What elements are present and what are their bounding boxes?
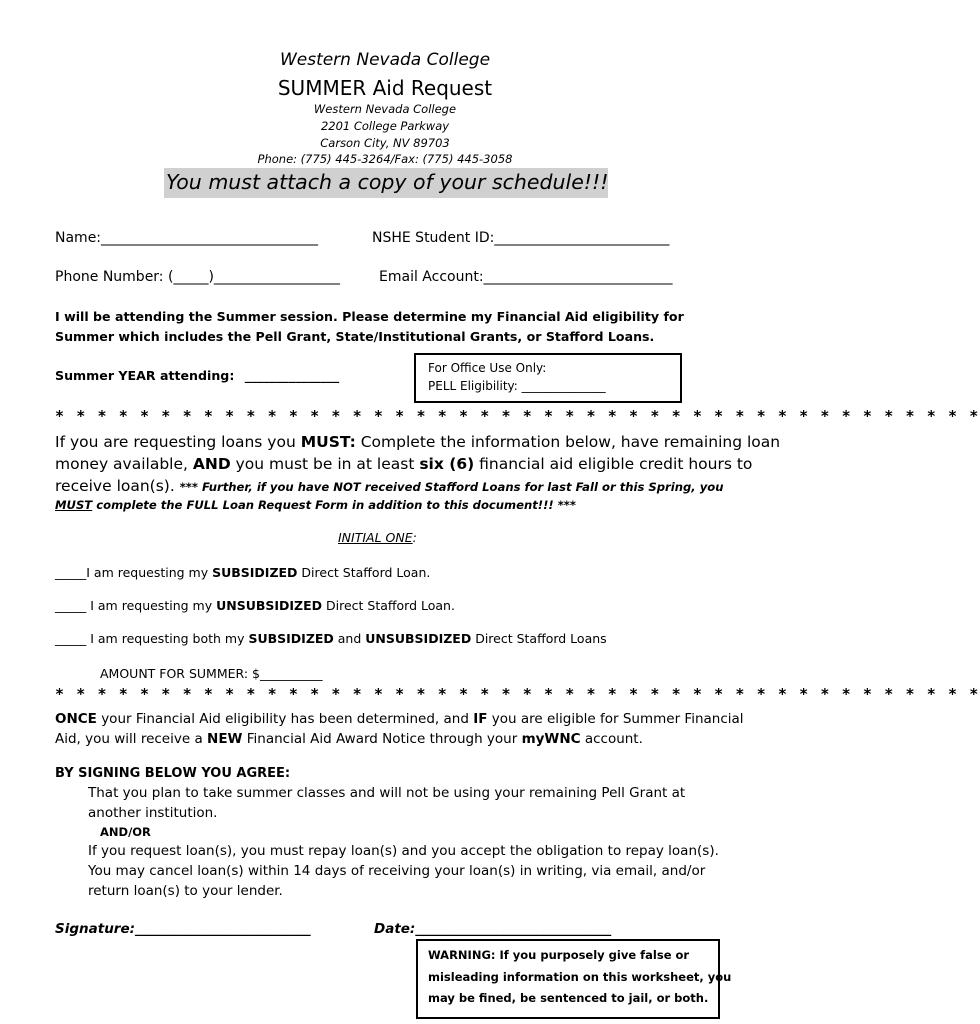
email-field[interactable]: ___________________________ — [483, 269, 673, 285]
option-text: Direct Stafford Loans — [471, 631, 607, 646]
date-field[interactable]: _____________________________ — [415, 921, 612, 937]
loan-requirement-line-3 — [55, 477, 724, 495]
amount-label: AMOUNT FOR SUMMER: $ — [100, 666, 260, 681]
award-if: IF — [473, 711, 488, 727]
address-name: Western Nevada College — [313, 102, 457, 116]
award-text: your Financial Aid eligibility has been determined, and — [96, 711, 474, 727]
email-row — [379, 269, 673, 285]
note-must: MUST — [55, 498, 93, 512]
option-text: I am requesting my — [86, 565, 213, 580]
stafford-note-2: complete the FULL Loan Request Form in addition to this document!!! *** — [92, 498, 576, 512]
phone-area-field[interactable]: _____ — [173, 269, 209, 285]
summer-year-row — [55, 368, 339, 383]
loan-text: financial aid eligible credit hours to — [474, 455, 753, 473]
email-label: Email Account: — [379, 269, 484, 285]
name-field[interactable]: _______________________________ — [101, 230, 319, 246]
student-id-field[interactable]: _________________________ — [494, 230, 670, 246]
loan-text: receive loan(s). — [55, 477, 180, 495]
form-title: SUMMER Aid Request — [277, 76, 493, 100]
agree-line-5: return loan(s) to your lender. — [88, 883, 283, 899]
eligibility-line-2: Summer which includes the Pell Grant, State/Institutional Grants, or Stafford Loans. — [55, 329, 655, 344]
option-bold: UNSUBSIDIZED — [216, 598, 323, 613]
initial-one-heading — [338, 530, 417, 545]
award-new: NEW — [207, 731, 243, 747]
agree-line-1: That you plan to take summer classes and will not be using your remaining Pell Grant at — [88, 785, 686, 801]
option-both — [55, 631, 607, 646]
loan-requirement-line-2 — [55, 455, 752, 473]
college-title: Western Nevada College — [279, 50, 491, 70]
student-id-label: NSHE Student ID: — [372, 230, 495, 246]
pell-eligibility: PELL Eligibility: ______________ — [428, 379, 606, 393]
loan-six: six (6) — [419, 455, 475, 473]
initial-blank[interactable]: _____ — [55, 598, 91, 613]
option-unsubsidized — [55, 598, 455, 613]
warning-box — [416, 939, 732, 1019]
warning-line-3: may be fined, be sentenced to jail, or both. — [428, 991, 709, 1005]
option-text: I am requesting both my — [90, 631, 249, 646]
signature-field[interactable]: __________________________ — [135, 921, 311, 937]
option-bold: SUBSIDIZED — [248, 631, 334, 646]
option-text: and — [333, 631, 366, 646]
name-row — [55, 230, 318, 246]
date-label: Date: — [374, 921, 416, 937]
phone-label: Phone Number: ( — [55, 269, 174, 285]
option-text: I am requesting my — [90, 598, 217, 613]
schedule-notice: You must attach a copy of your schedule!!! — [166, 170, 609, 194]
stafford-note: *** Further, if you have NOT received Stafford Loans for last Fall or this Spring, you — [179, 480, 724, 494]
initial-blank[interactable]: _____ — [55, 631, 91, 646]
award-text: Aid, you will receive a — [55, 731, 208, 747]
option-subsidized — [55, 565, 430, 580]
initial-blank[interactable]: _____ — [55, 565, 87, 580]
option-bold: UNSUBSIDIZED — [365, 631, 472, 646]
star-divider-top: * * * * * * * * * * * * * * * * * * * * * * * * * * * * * * * * * * * * * * * * * * * * — [55, 407, 980, 425]
warning-line-1: WARNING: If you purposely give false or — [428, 948, 690, 962]
address-city: Carson City, NV 89703 — [320, 136, 450, 150]
phone-paren: ) — [208, 269, 214, 285]
name-label: Name: — [55, 230, 102, 246]
initial-one-colon: : — [412, 530, 417, 545]
summer-year-label: Summer YEAR attending: — [55, 368, 235, 383]
warning-line-2: misleading information on this worksheet, you — [428, 970, 732, 984]
agree-line-2: another institution. — [88, 805, 218, 821]
loan-text: If you are requesting loans you — [55, 433, 301, 451]
star-divider-bottom: * * * * * * * * * * * * * * * * * * * * * * * * * * * * * * * * * * * * * * * * * * * * — [55, 685, 980, 703]
option-text: Direct Stafford Loan. — [322, 598, 455, 613]
loan-must: MUST: — [300, 433, 356, 451]
award-line-2 — [55, 731, 643, 747]
agree-line-4: You may cancel loan(s) within 14 days of receiving your loan(s) in writing, via email, and/or — [88, 863, 706, 879]
agree-line-3: If you request loan(s), you must repay loan(s) and you accept the obligation to repay loan(s). — [88, 843, 719, 859]
signature-row — [55, 921, 311, 937]
award-mywnc: myWNC — [521, 731, 581, 747]
signature-label: Signature: — [55, 921, 136, 937]
agree-andor: AND/OR — [100, 825, 151, 839]
loan-text: you must be in at least — [230, 455, 420, 473]
eligibility-line-1: I will be attending the Summer session. Please determine my Financial Aid eligibility for — [55, 309, 684, 324]
address-street: 2201 College Parkway — [320, 119, 450, 133]
award-text: account. — [580, 731, 643, 747]
phone-field[interactable]: __________________ — [213, 269, 340, 285]
summer-year-field[interactable]: _______________ — [244, 368, 340, 383]
initial-one-label: INITIAL ONE — [338, 530, 413, 545]
office-use-box — [414, 353, 682, 403]
loan-requirement-line-4 — [55, 498, 576, 512]
loan-requirement-line-1 — [55, 433, 780, 451]
award-text: you are eligible for Summer Financial — [487, 711, 744, 727]
phone-row — [55, 269, 340, 285]
option-bold: SUBSIDIZED — [212, 565, 298, 580]
amount-field[interactable]: __________ — [259, 666, 323, 681]
option-text: Direct Stafford Loan. — [297, 565, 431, 580]
loan-text: Complete the information below, have remaining loan — [355, 433, 781, 451]
office-use-title: For Office Use Only: — [428, 361, 547, 375]
award-text: Financial Aid Award Notice through your — [242, 731, 522, 747]
address-phone: Phone: (775) 445-3264/Fax: (775) 445-3058 — [257, 152, 513, 166]
award-line-1 — [55, 711, 744, 727]
loan-and: AND — [192, 455, 231, 473]
student-id-row — [372, 230, 669, 246]
award-once: ONCE — [55, 711, 97, 727]
amount-row — [100, 666, 322, 681]
loan-text: money available, — [55, 455, 193, 473]
date-row — [374, 921, 611, 937]
agree-heading: BY SIGNING BELOW YOU AGREE: — [55, 766, 291, 781]
